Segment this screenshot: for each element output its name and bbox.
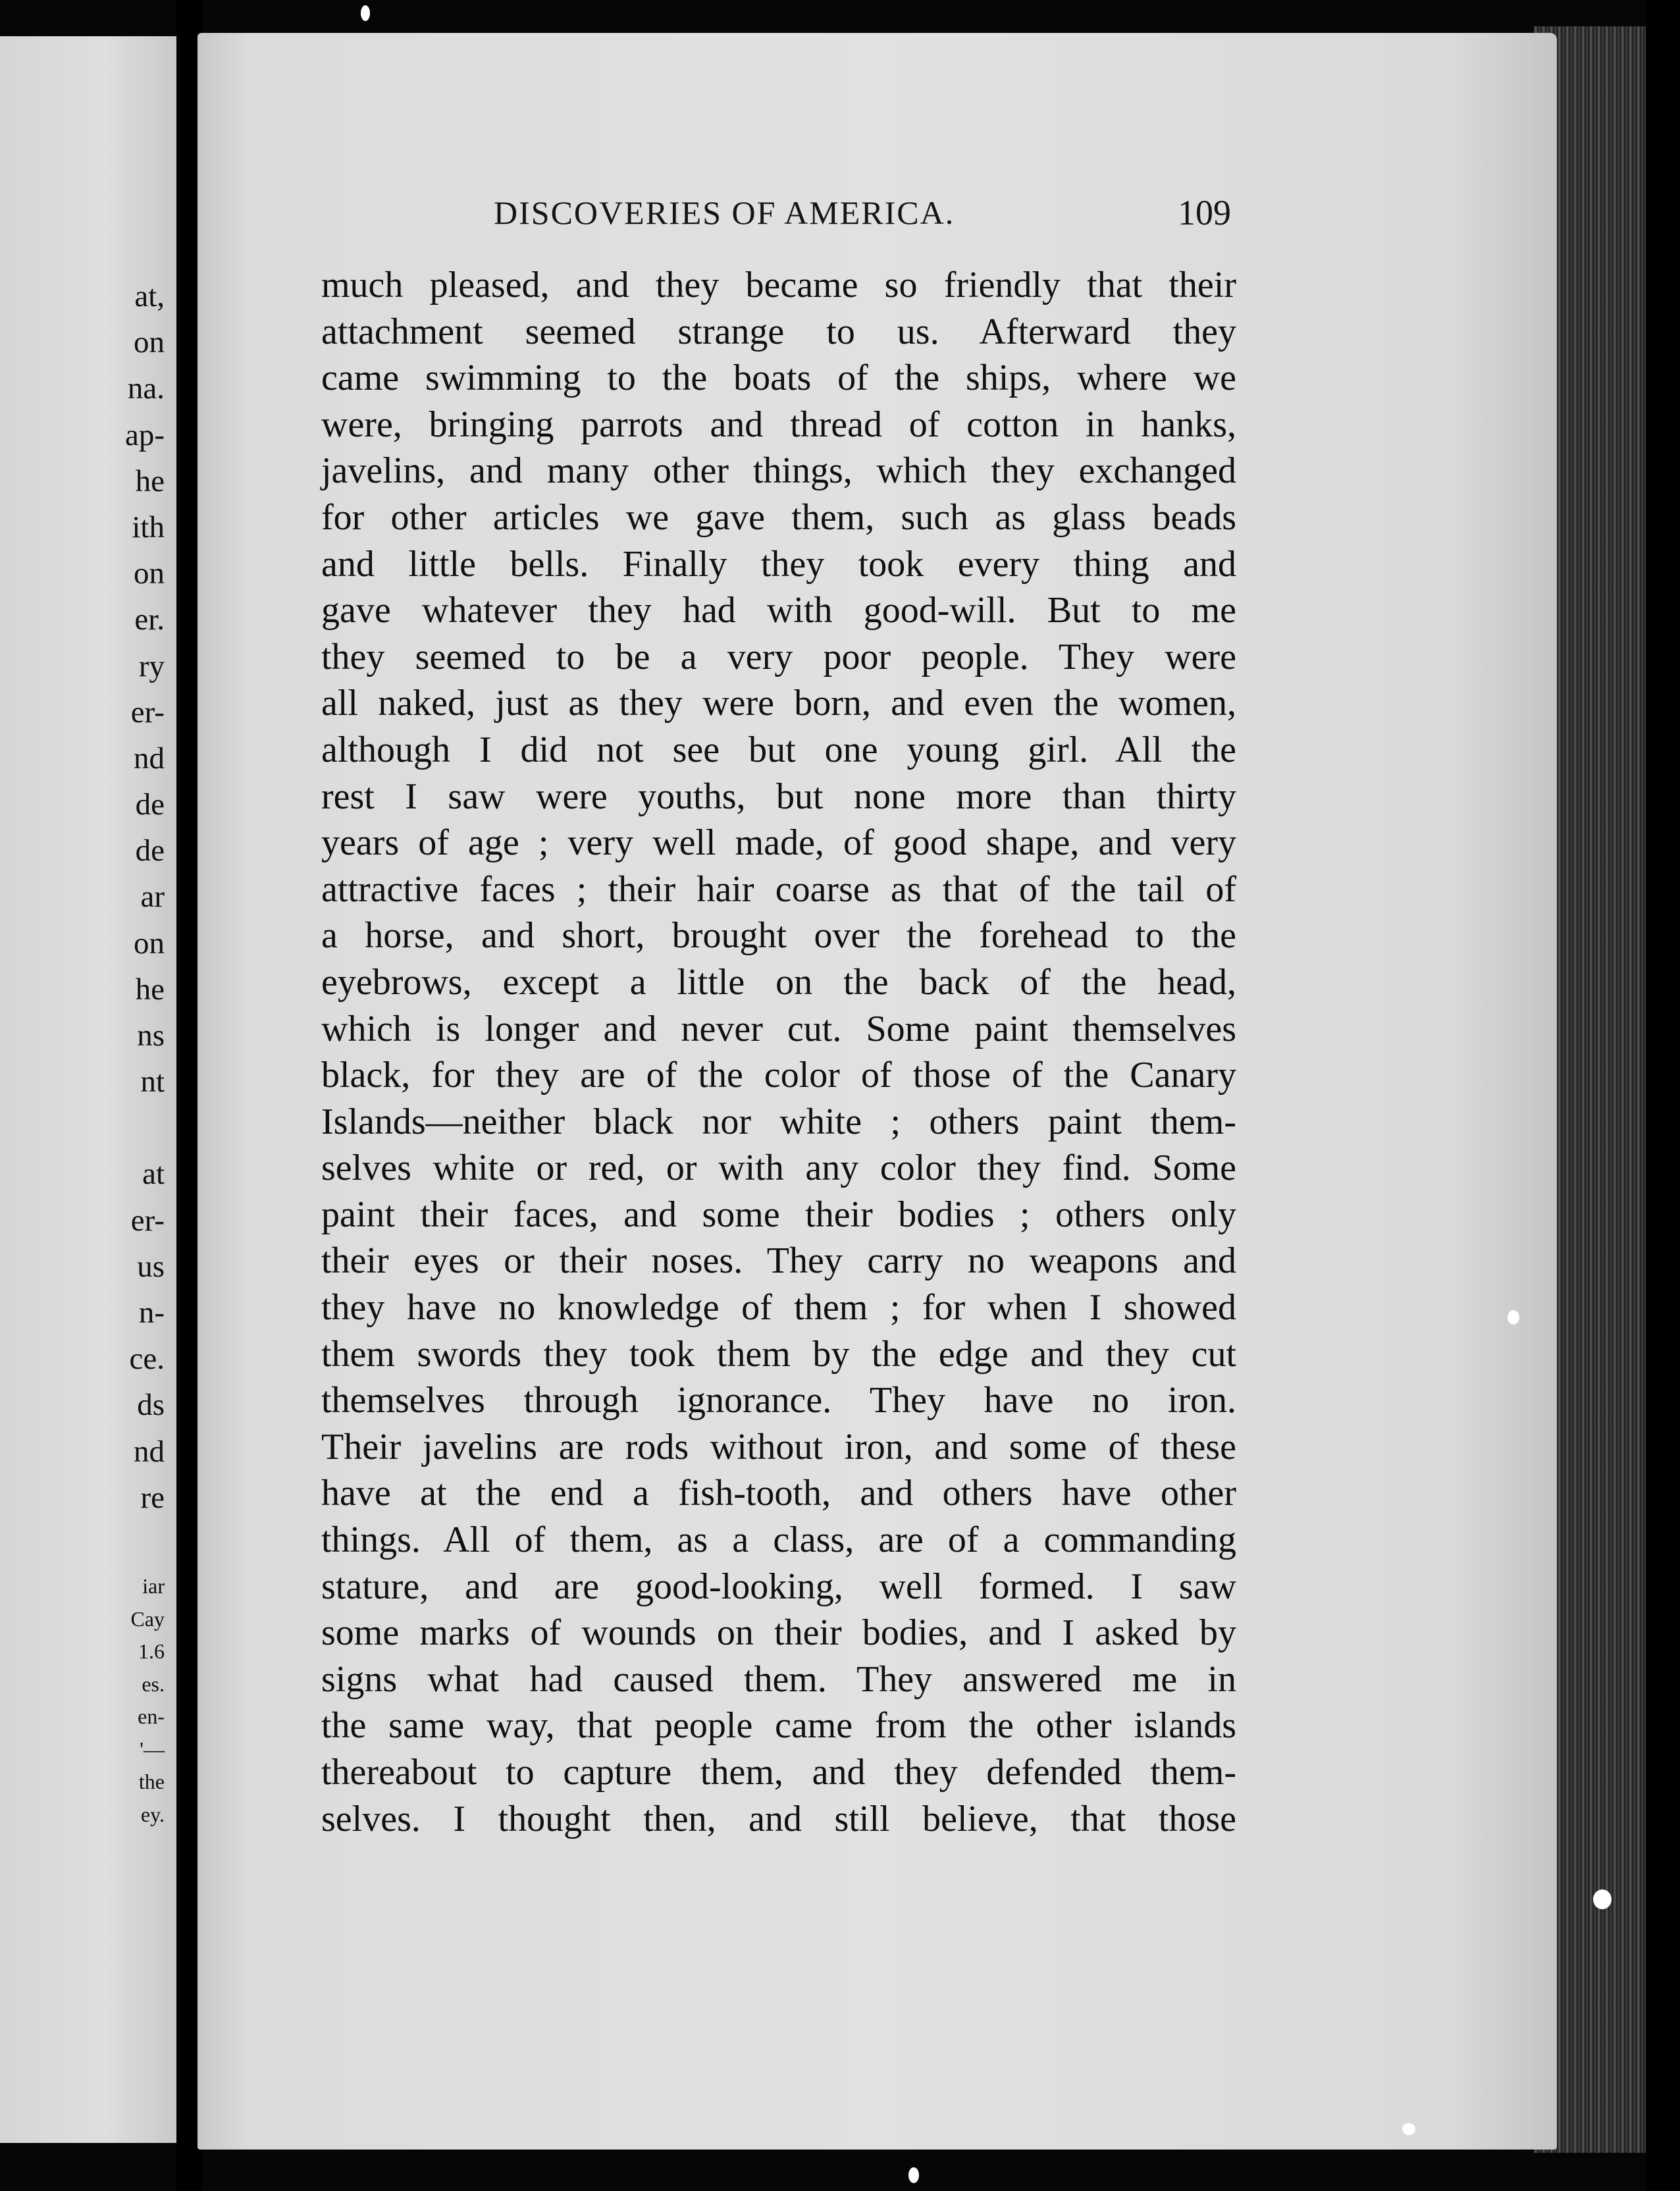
left-note-fragment: the <box>138 1770 165 1793</box>
text-line: some marks of wounds on their bodies, and I asked by <box>321 1612 1236 1654</box>
left-fragment: nt <box>140 1065 165 1099</box>
running-head-title: DISCOVERIES OF AMERICA. <box>494 194 955 231</box>
left-fragment: ry <box>138 648 165 683</box>
left-fragment: ns <box>137 1018 165 1053</box>
text-line: which is longer and never cut. Some paint themselves <box>321 1008 1236 1049</box>
scan-speck <box>908 2167 919 2183</box>
text-line: paint their faces, and some their bodies ; others only <box>321 1194 1236 1235</box>
text-line: although I did not see but one young girl. All the <box>321 729 1236 770</box>
left-note-fragment: 1.6 <box>138 1639 165 1663</box>
page-number: 109 <box>1178 193 1231 232</box>
text-line: years of age ; very well made, of good shape, and very <box>321 822 1236 864</box>
left-note-fragment: ey. <box>140 1802 165 1826</box>
left-fragment: ds <box>137 1388 165 1423</box>
text-line: selves white or red, or with any color they find. Some <box>321 1148 1236 1189</box>
text-line: the same way, that people came from the other islands <box>321 1705 1236 1747</box>
left-fragment: ar <box>140 880 165 914</box>
text-line: their eyes or their noses. They carry no weapons and <box>321 1240 1236 1282</box>
text-line: javelins, and many other things, which they exchanged <box>321 450 1236 492</box>
scan-speck <box>1508 1310 1519 1325</box>
text-line: eyebrows, except a little on the back of the head, <box>321 961 1236 1003</box>
text-line: all naked, just as they were born, and even the women, <box>321 683 1236 724</box>
left-page-footnote-fragments <box>130 1570 165 1831</box>
left-fragment: na. <box>127 371 165 406</box>
left-page <box>0 36 176 2143</box>
left-fragment: de <box>135 787 165 822</box>
text-line: signs what had caused them. They answered me in <box>321 1658 1236 1700</box>
scan-speck <box>1593 1889 1612 1909</box>
text-line: things. All of them, as a class, are of a commanding <box>321 1519 1236 1561</box>
left-note-fragment: es. <box>142 1672 165 1696</box>
left-fragment: de <box>135 833 165 868</box>
left-fragment: er- <box>130 1203 165 1238</box>
text-line: Their javelins are rods without iron, and some of these <box>321 1426 1236 1467</box>
left-fragment: at, <box>134 279 165 313</box>
text-line: they seemed to be a very poor people. They were <box>321 636 1236 677</box>
left-fragment: er- <box>130 695 165 729</box>
left-fragment: ap- <box>124 417 165 452</box>
text-line: stature, and are good-looking, well formed. I saw <box>321 1566 1236 1607</box>
left-fragment: he <box>135 463 165 498</box>
text-line: have at the end a fish-tooth, and others have other <box>321 1473 1236 1514</box>
left-fragment: n- <box>138 1295 165 1330</box>
scan-speck <box>1402 2123 1415 2135</box>
scan-speck <box>361 5 370 21</box>
left-fragment: re <box>140 1480 165 1515</box>
text-line: selves. I thought then, and still believe, that those <box>321 1798 1236 1839</box>
text-line: they have no knowledge of them ; for when I showed <box>321 1287 1236 1329</box>
left-paragraph-gap <box>125 1105 165 1151</box>
left-fragment: us <box>137 1249 165 1284</box>
left-note-fragment: en- <box>138 1704 165 1728</box>
text-line: gave whatever they had with good-will. But to me <box>321 590 1236 631</box>
left-fragment: nd <box>134 1434 165 1469</box>
text-line: a horse, and short, brought over the forehead to the <box>321 915 1236 957</box>
running-head <box>494 190 1231 236</box>
left-fragment: nd <box>134 741 165 776</box>
left-fragment: on <box>134 325 165 360</box>
text-line: and little bells. Finally they took every thing and <box>321 543 1236 585</box>
text-line: were, bringing parrots and thread of cotton in hanks, <box>321 404 1236 445</box>
text-line: thereabout to capture them, and they defended them- <box>321 1752 1236 1793</box>
left-fragment: he <box>135 972 165 1007</box>
left-fragment: ith <box>132 510 165 544</box>
body-text <box>321 262 1236 1842</box>
text-line: them swords they took them by the edge and they cut <box>321 1333 1236 1375</box>
left-fragment: ce. <box>129 1342 165 1377</box>
text-line: Islands—neither black nor white ; others paint them- <box>321 1101 1236 1142</box>
left-note-fragment: '— <box>140 1737 165 1761</box>
left-page-text-fragments <box>125 273 165 1521</box>
left-fragment: on <box>134 926 165 961</box>
text-line: for other articles we gave them, such as glass beads <box>321 496 1236 538</box>
left-fragment: er. <box>134 602 165 637</box>
text-line: attachment seemed strange to us. Afterward they <box>321 311 1236 352</box>
text-line: much pleased, and they became so friendly that their <box>321 265 1236 305</box>
text-line: rest I saw were youths, but none more than thirty <box>321 776 1236 817</box>
text-line: themselves through ignorance. They have no iron. <box>321 1380 1236 1421</box>
left-fragment: at <box>142 1157 165 1192</box>
text-line: black, for they are of the color of those of the Canary <box>321 1055 1236 1096</box>
text-line: attractive faces ; their hair coarse as that of the tail of <box>321 868 1236 910</box>
left-fragment: on <box>134 556 165 591</box>
text-line: came swimming to the boats of the ships, where we <box>321 357 1236 399</box>
left-note-fragment: Cay <box>130 1606 165 1631</box>
page-edge-shadow <box>1646 0 1680 2191</box>
left-note-fragment: iar <box>142 1574 165 1598</box>
